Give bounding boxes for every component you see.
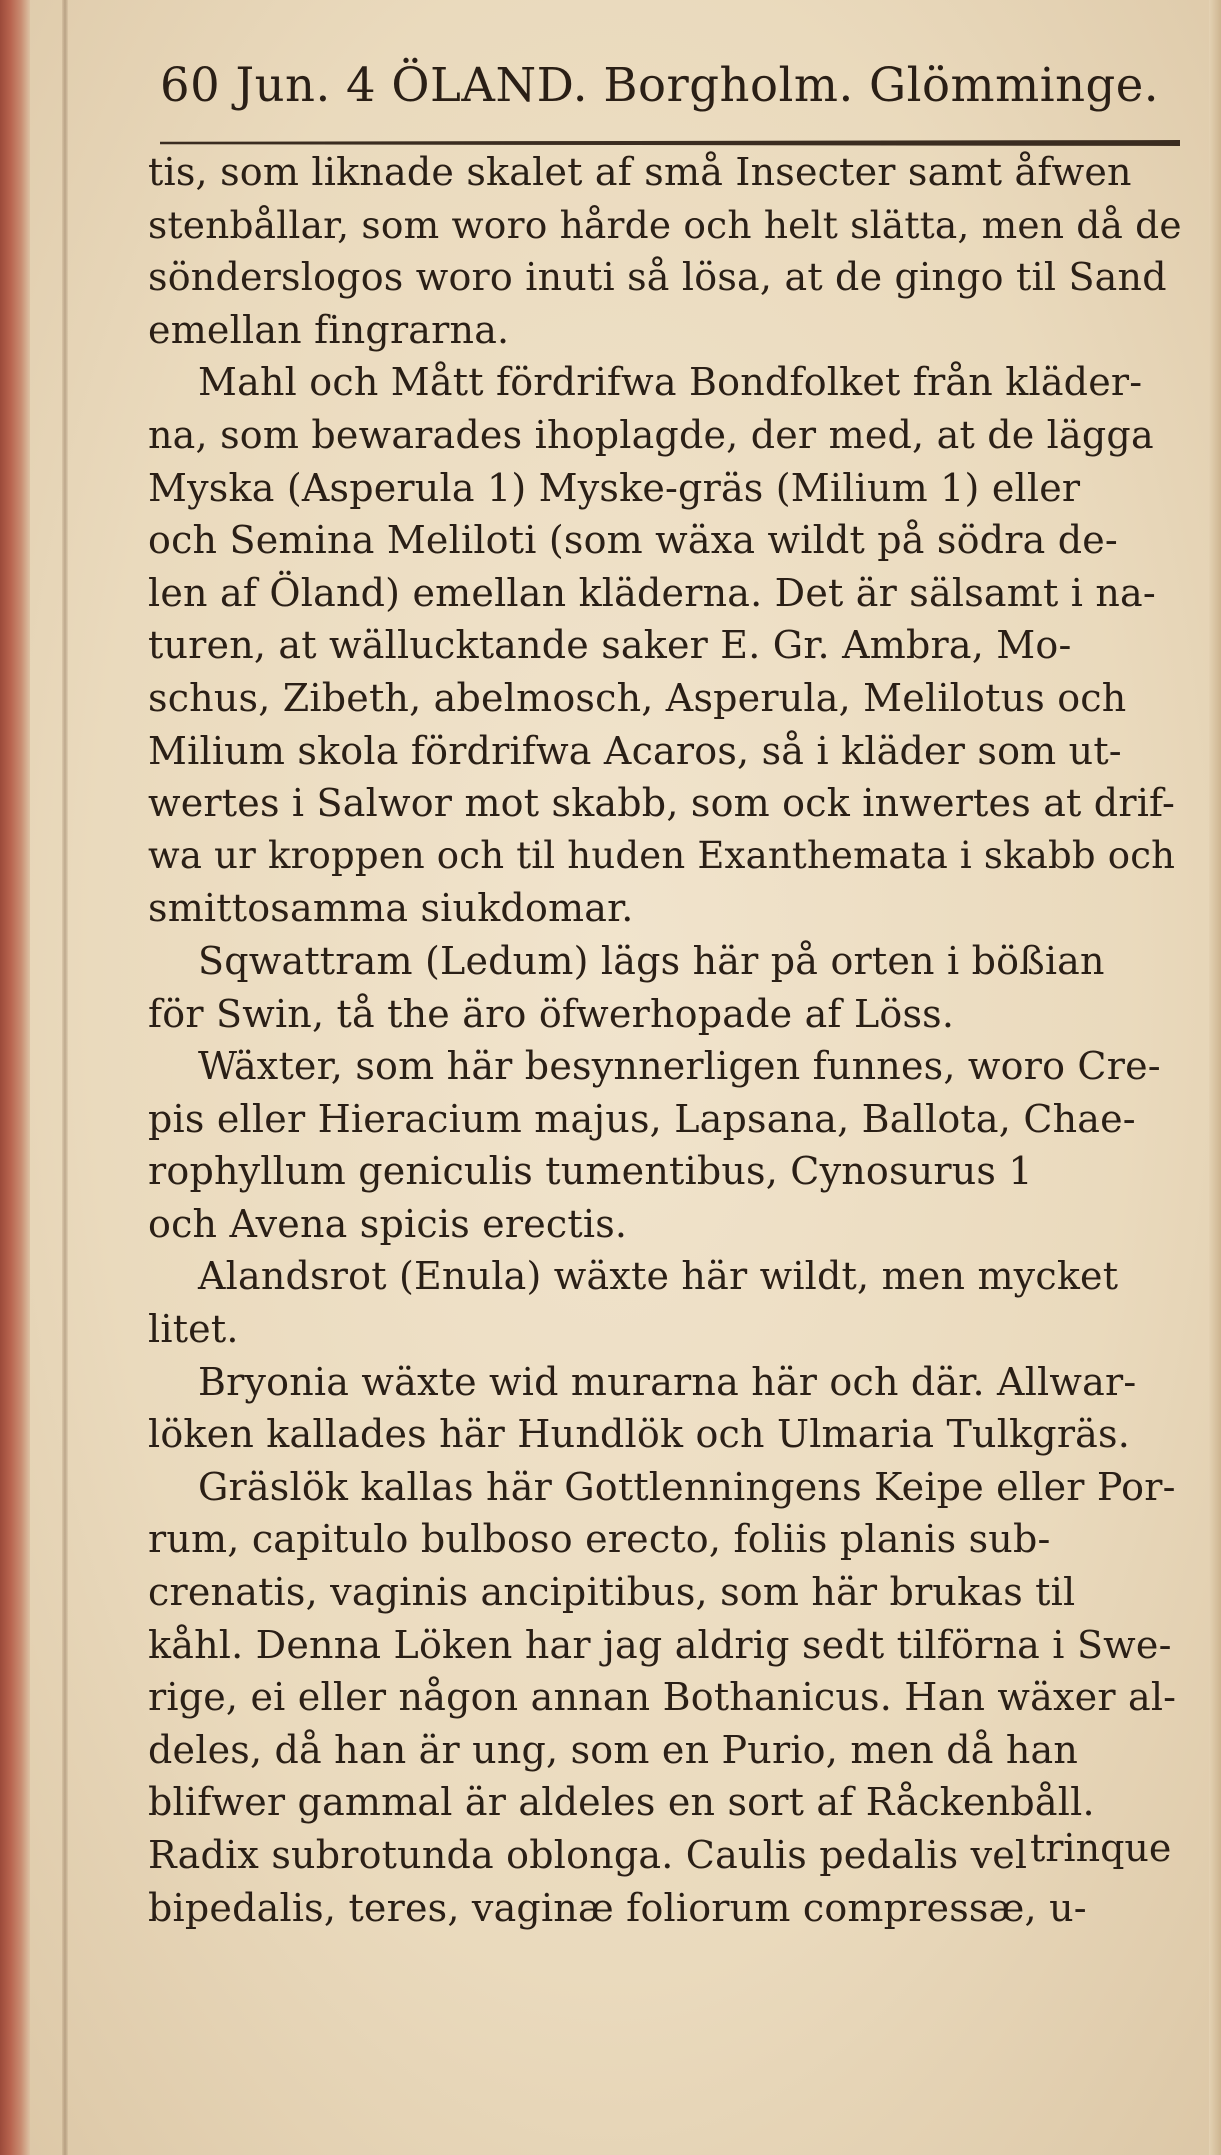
running-header: 60 Jun. 4 ÖLAND. Borgholm. Glömminge. (160, 58, 1160, 112)
text-line: na, som bewarades ihoplagde, der med, at de lägga (148, 412, 1154, 457)
text-line: Gräslök kallas här Gottlenningens Keipe eller Por- (198, 1464, 1176, 1509)
book-binding-edge (0, 0, 30, 2155)
text-line: sönderslogos woro inuti så lösa, at de gingo til Sand (148, 255, 1167, 300)
text-line: och Avena spicis erectis. (148, 1201, 628, 1246)
text-line: blifwer gammal är aldeles en sort af Råckenbåll. (148, 1780, 1095, 1825)
text-line: och Semina Meliloti (som wäxa wildt på södra de- (148, 518, 1118, 563)
text-line: Myska (Asperula 1) Myske-gräs (Milium 1) eller (148, 465, 1081, 510)
text-line: rophyllum geniculis tumentibus, Cynosurus 1 (148, 1149, 1033, 1194)
text-line: litet. (148, 1307, 239, 1352)
text-line: crenatis, vaginis ancipitibus, som här brukas til (148, 1570, 1076, 1615)
text-line: deles, då han är ung, som en Purio, men då han (148, 1727, 1079, 1772)
text-line: bipedalis, teres, vaginæ foliorum compressæ, u- (148, 1885, 1087, 1930)
text-line: wa ur kroppen och til huden Exanthemata i skabb och (148, 833, 1176, 877)
text-line: schus, Zibeth, abelmosch, Asperula, Melilotus och (148, 675, 1127, 720)
text-line: len af Öland) emellan kläderna. Det är sälsamt i na- (148, 570, 1156, 615)
text-line: wertes i Salwor mot skabb, som ock inwertes at drif- (148, 781, 1175, 826)
body-text (148, 146, 1188, 1934)
text-line: Sqwattram (Ledum) lägs här på orten i bößian (198, 938, 1105, 983)
text-line: Radix subrotunda oblonga. Caulis pedalis vel (148, 1833, 1028, 1877)
text-line: Bryonia wäxte wid murarna här och där. Allwar- (198, 1359, 1137, 1404)
text-line: tis, som liknade skalet af små Insecter samt åfwen (148, 150, 1132, 194)
text-line: kåhl. Denna Löken har jag aldrig sedt tilförna i Swe- (148, 1622, 1172, 1667)
text-line: stenbållar, som woro hårde och helt slätta, men då de (148, 202, 1182, 247)
text-line: emellan fingrarna. (148, 307, 510, 352)
text-line: rige, ei eller någon annan Bothanicus. Han wäxer al- (148, 1675, 1177, 1720)
text-line: smittosamma siukdomar. (148, 886, 634, 931)
text-line: för Swin, tå the äro öfwerhopade af Löss. (148, 991, 955, 1036)
catchword: trinque (1030, 1826, 1172, 1870)
text-line: Milium skola fördrifwa Acaros, så i kläder som ut- (148, 728, 1122, 773)
text-line: pis eller Hieracium majus, Lapsana, Ballota, Chae- (148, 1096, 1136, 1141)
page-right-edge (1209, 0, 1221, 2155)
text-line: löken kallades här Hundlök och Ulmaria Tulkgräs. (148, 1412, 1131, 1457)
page-gutter (62, 0, 68, 2155)
text-line: turen, at wällucktande saker E. Gr. Ambra, Mo- (148, 623, 1072, 668)
text-line: rum, capitulo bulboso erecto, foliis planis sub- (148, 1517, 1051, 1562)
text-line: Alandsrot (Enula) wäxte här wildt, men mycket (198, 1254, 1119, 1299)
text-line: Wäxter, som här besynnerligen funnes, woro Cre- (198, 1044, 1161, 1089)
text-line: Mahl och Mått fördrifwa Bondfolket från kläder- (198, 360, 1143, 405)
